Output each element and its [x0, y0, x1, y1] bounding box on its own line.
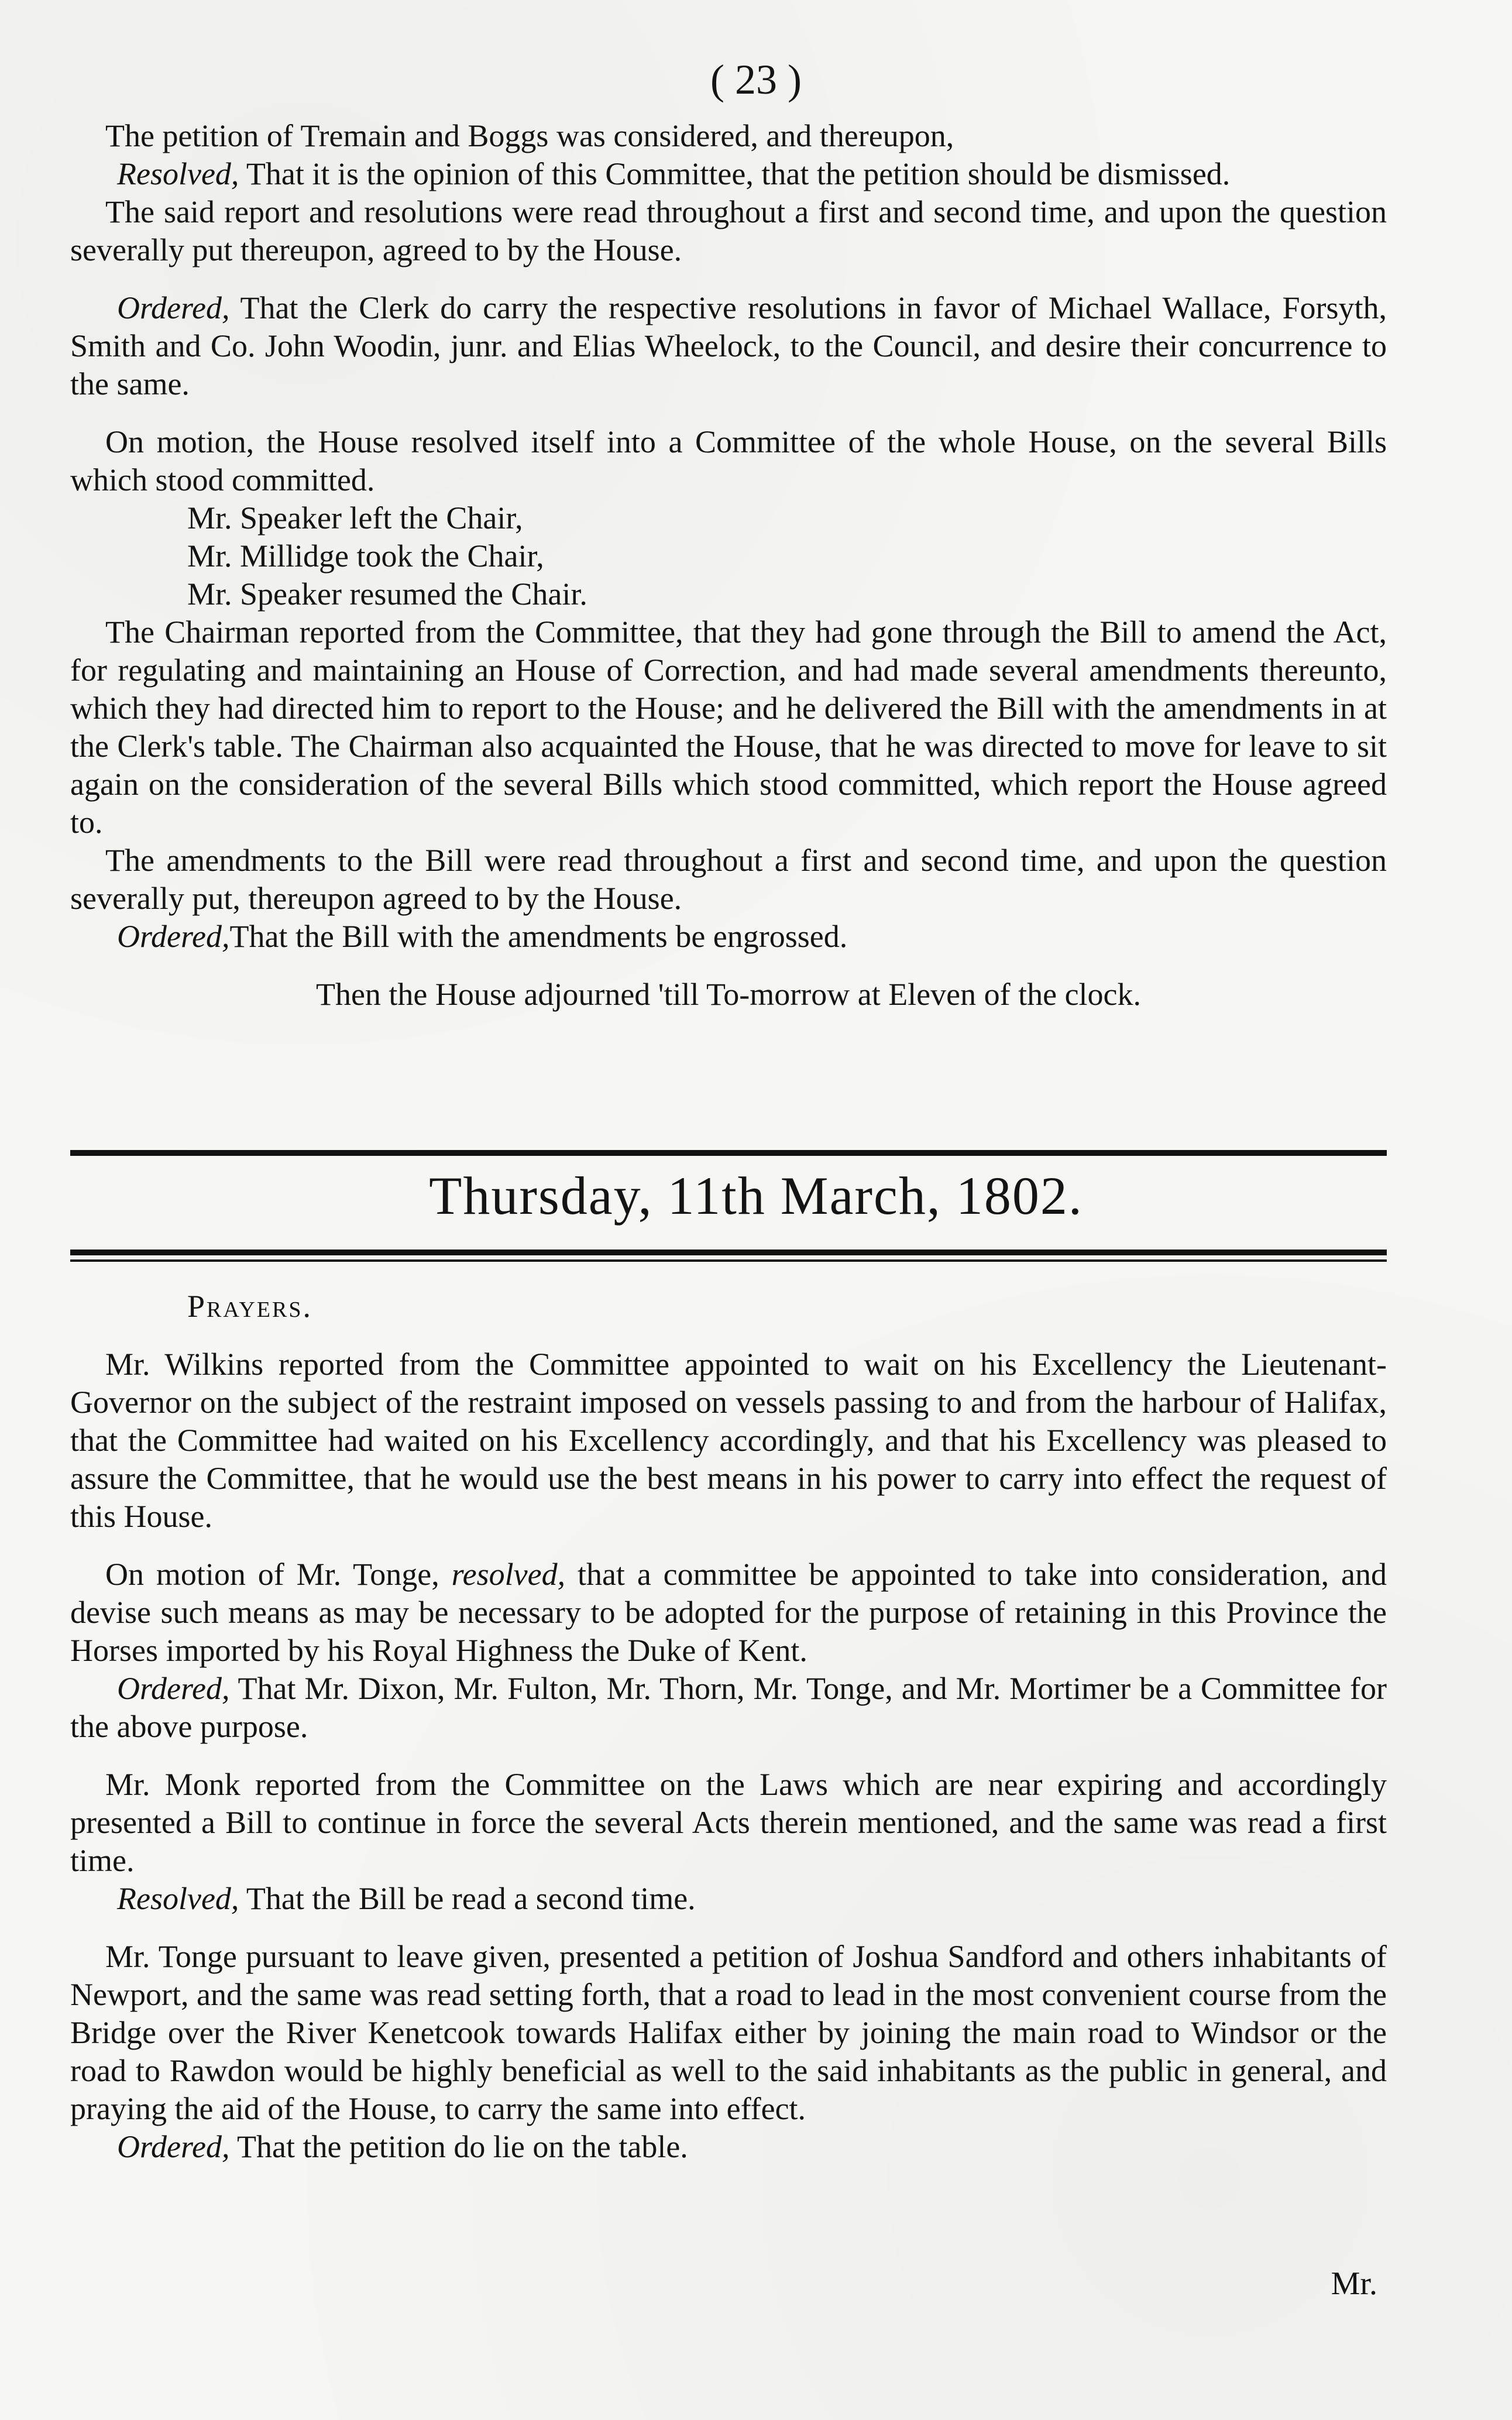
- ordered-label: Ordered,: [117, 1671, 230, 1706]
- paragraph-adjourned: Then the House adjourned 'till To-morrow at Eleven of the clock.: [315, 977, 1142, 1012]
- paragraph-resolved-dismissed: [70, 155, 1387, 193]
- divider-rule-top: [70, 1150, 1387, 1156]
- resolved-label: resolved,: [451, 1557, 566, 1592]
- catchword: Mr.: [1331, 2265, 1377, 2302]
- paragraph-ordered-committee: [70, 1670, 1387, 1746]
- paragraph-motion-tonge: [70, 1556, 1387, 1670]
- paragraph-ordered-clerk: [70, 289, 1387, 403]
- ordered-label: Ordered,: [117, 919, 230, 954]
- resolved-text: That the Bill be read a second time.: [239, 1881, 696, 1916]
- ordered-text: That Mr. Dixon, Mr. Fulton, Mr. Thorn, Mr. Tonge, and Mr. Mortimer be a Committee for the above purpose.: [70, 1671, 1387, 1744]
- ordered-label: Ordered,: [117, 290, 230, 325]
- prayers-label: [70, 1288, 1387, 1326]
- ordered-text: That the Bill with the amendments be engrossed.: [229, 919, 848, 954]
- paragraph-amendments: The amendments to the Bill were read throughout a first and second time, and upon the question severally put, thereupon agreed to by the House.: [70, 843, 1387, 916]
- resolved-text: That it is the opinion of this Committee, that the petition should be dismissed.: [239, 156, 1231, 191]
- divider-rule-bottom-thin: [70, 1259, 1387, 1262]
- ordered-label: Ordered,: [117, 2129, 230, 2164]
- paragraph-ordered-table: [70, 2128, 1387, 2166]
- chair-line-3: Mr. Speaker resumed the Chair.: [187, 576, 587, 612]
- top-section: [70, 117, 1387, 1014]
- paragraph-resolved-second: [70, 1880, 1387, 1918]
- paragraph-committee-whole-house: On motion, the House resolved itself into a Committee of the whole House, on the several Bills which stood committed.: [70, 424, 1387, 497]
- paragraph-petition-tremain: The petition of Tremain and Boggs was considered, and thereupon,: [105, 118, 954, 153]
- resolved-text: that a committee be appointed to take into consideration, and devise such means as may be necessary to be adopted for the purpose of retaining in this Province the Horses imported by his Royal Highness the Duke of Kent.: [70, 1557, 1387, 1668]
- ordered-text: That the petition do lie on the table.: [229, 2129, 688, 2164]
- divider-rule-bottom: [70, 1250, 1387, 1255]
- chair-line-1: Mr. Speaker left the Chair,: [187, 500, 523, 536]
- page-number: ( 23 ): [710, 56, 802, 103]
- ordered-text: That the Clerk do carry the respective resolutions in favor of Michael Wallace, Forsyth, Smith and Co. John Woodin, junr. and Elias Wheelock, to the Council, and desire their concurrence to the same.: [70, 290, 1387, 401]
- date-heading: Thursday, 11th March, 1802.: [429, 1166, 1083, 1226]
- paragraph-wilkins-report: Mr. Wilkins reported from the Committee appointed to wait on his Excellency the Lieutenant-Governor on the subject of the restraint imposed on vessels passing to and from the harbour of Halifax, that the Committee had waited on his Excellency accordingly, and that his Excellency was pleased to assure the Committee, that he would use the best means in his power to carry into effect the request of this House.: [70, 1347, 1387, 1534]
- bottom-section: [70, 1288, 1387, 2166]
- motion-text: On motion of Mr. Tonge,: [105, 1557, 452, 1592]
- chair-line-2: Mr. Millidge took the Chair,: [187, 538, 544, 574]
- paragraph-report-resolutions: The said report and resolutions were read throughout a first and second time, and upon the question severally put thereupon, agreed to by the House.: [70, 194, 1387, 267]
- paragraph-monk-report: Mr. Monk reported from the Committee on the Laws which are near expiring and accordingly presented a Bill to continue in force the several Acts therein mentioned, and the same was read a first time.: [70, 1767, 1387, 1878]
- prayers-text: Prayers.: [187, 1289, 312, 1324]
- paragraph-ordered-engrossed: [70, 918, 1387, 956]
- paragraph-tonge-petition: Mr. Tonge pursuant to leave given, presented a petition of Joshua Sandford and others inhabitants of Newport, and the same was read setting forth, that a road to lead in the most convenient course from the Bridge over the River Kenetcook towards Halifax either by joining the main road to Windsor or the road to Rawdon would be highly beneficial as well to the said inhabitants as the public in general, and praying the aid of the House, to carry the same into effect.: [70, 1939, 1387, 2126]
- resolved-label: Resolved,: [117, 156, 239, 191]
- resolved-label: Resolved,: [117, 1881, 239, 1916]
- paragraph-chairman-report: The Chairman reported from the Committee, that they had gone through the Bill to amend the Act, for regulating and maintaining an House of Correction, and had made several amendments thereunto, which they had directed him to report to the House; and he delivered the Bill with the amendments in at the Clerk's table. The Chairman also acquainted the House, that he was directed to move for leave to sit again on the consideration of the several Bills which stood committed, which report the House agreed to.: [70, 615, 1387, 840]
